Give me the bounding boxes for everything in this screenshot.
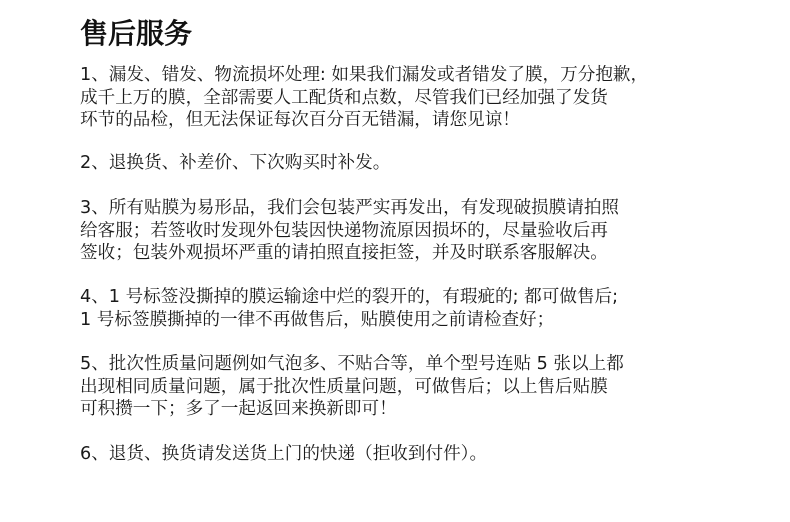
text-line: 5、批次性质量问题例如气泡多、不贴合等，单个型号连贴 5 张以上都 (80, 354, 624, 374)
text-line: 3、所有贴膜为易形品，我们会包装严实再发出，有发现破损膜请拍照 (80, 198, 620, 218)
text-line: 1 号标签膜撕掉的一律不再做售后，贴膜使用之前请检查好； (80, 309, 555, 330)
policy-item-batch-quality (80, 353, 720, 421)
text-line: 环节的品检，但无法保证每次百分百无错漏，请您见谅！ (80, 110, 520, 130)
text-line: 出现相同质量问题，属于批次性质量问题，可做售后；以上售后贴膜 (80, 376, 608, 397)
text-line: 2、退换货、补差价、下次购买时补发。 (80, 153, 391, 173)
text-line: 签收；包装外观损坏严重的请拍照直接拒签，并及时联系客服解决。 (80, 243, 608, 263)
text-line: 成千上万的膜，全部需要人工配货和点数，尽管我们已经加强了发货 (80, 87, 608, 108)
policy-item-fragile-packaging (80, 197, 720, 265)
text-line: 4、1 号标签没撕掉的膜运输途中烂的裂开的，有瑕疵的; 都可做售后; (80, 287, 619, 307)
text-line: 可积攒一下；多了一起返回来换新即可！ (80, 399, 397, 419)
policy-item-shipping-method (80, 443, 720, 466)
text-line: 6、退货、换货请发送货上门的快递（拒收到付件）。 (80, 444, 488, 464)
policy-item-label-condition (80, 286, 720, 331)
page-title: 售后服务 (80, 17, 193, 50)
text-line: 给客服；若签收时发现外包装因快递物流原因损坏的，尽量验收后再 (80, 220, 608, 241)
policy-item-missing-wrong-damaged (80, 64, 720, 132)
text-line: 1、漏发、错发、物流损坏处理: 如果我们漏发或者错发了膜，万分抱歉， (80, 65, 649, 85)
policy-item-return-exchange (80, 152, 720, 175)
